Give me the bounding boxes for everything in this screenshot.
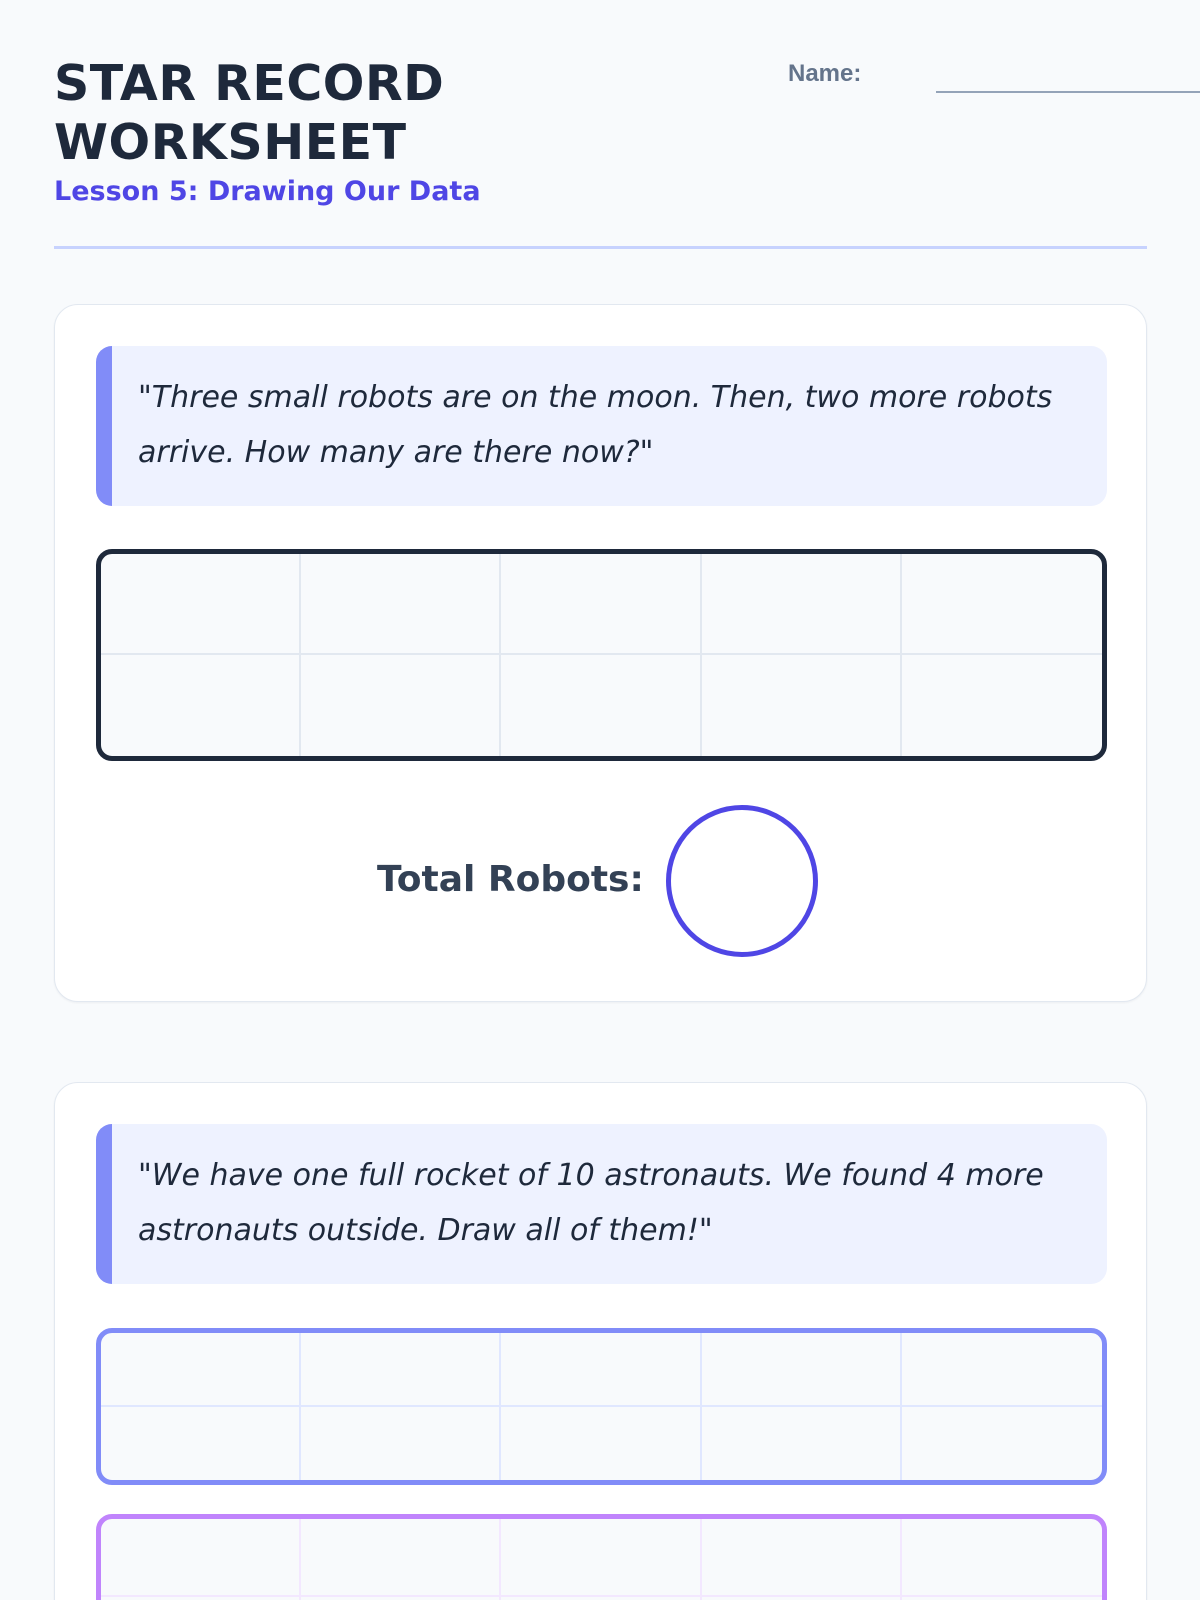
ten-frame[interactable] [96, 549, 1107, 761]
ten-frame-second[interactable] [96, 1514, 1107, 1600]
ten-frame-cell[interactable] [501, 554, 701, 655]
answer-circle[interactable] [666, 805, 818, 957]
name-field[interactable] [788, 60, 1200, 96]
ten-frame-cell[interactable] [702, 655, 902, 756]
ten-frame-cell[interactable] [902, 655, 1102, 756]
ten-frame-cell[interactable] [501, 1519, 701, 1597]
answer-row [55, 803, 1148, 963]
ten-frame-cell[interactable] [902, 1519, 1102, 1597]
ten-frame-cell[interactable] [902, 1407, 1102, 1481]
ten-frame-cell[interactable] [301, 1407, 501, 1481]
ten-frame-cell[interactable] [702, 1519, 902, 1597]
name-label: Name: [788, 60, 862, 87]
ten-frame-cell[interactable] [101, 655, 301, 756]
ten-frame-cell[interactable] [101, 1407, 301, 1481]
ten-frame-cell[interactable] [301, 1519, 501, 1597]
worksheet-title: STAR RECORD WORKSHEET [54, 55, 445, 171]
total-robots-label: Total Robots: [377, 859, 644, 900]
ten-frame-first[interactable] [96, 1328, 1107, 1485]
ten-frame-cell[interactable] [501, 1333, 701, 1407]
ten-frame-cell[interactable] [101, 554, 301, 655]
story-prompt: "We have one full rocket of 10 astronauts. We found 4 more astronauts outside. Draw all of them!" [96, 1124, 1107, 1284]
worksheet-header [54, 54, 1147, 250]
lesson-subtitle: Lesson 5: Drawing Our Data [54, 176, 481, 207]
ten-frame-cell[interactable] [902, 1333, 1102, 1407]
story-prompt: "Three small robots are on the moon. Then, two more robots arrive. How many are there now?" [96, 346, 1107, 506]
ten-frame-cell[interactable] [301, 655, 501, 756]
ten-frame-cell[interactable] [501, 655, 701, 756]
problem-card-astronauts [54, 1082, 1147, 1600]
ten-frame-cell[interactable] [702, 1333, 902, 1407]
ten-frame-cell[interactable] [702, 1407, 902, 1481]
ten-frame-cell[interactable] [702, 554, 902, 655]
ten-frame-cell[interactable] [501, 1407, 701, 1481]
problem-card-robots [54, 304, 1147, 1002]
name-writing-line[interactable] [936, 91, 1200, 93]
header-divider [54, 246, 1147, 249]
ten-frame-cell[interactable] [902, 554, 1102, 655]
ten-frame-cell[interactable] [101, 1333, 301, 1407]
ten-frame-cell[interactable] [301, 1333, 501, 1407]
ten-frame-cell[interactable] [101, 1519, 301, 1597]
ten-frame-cell[interactable] [301, 554, 501, 655]
